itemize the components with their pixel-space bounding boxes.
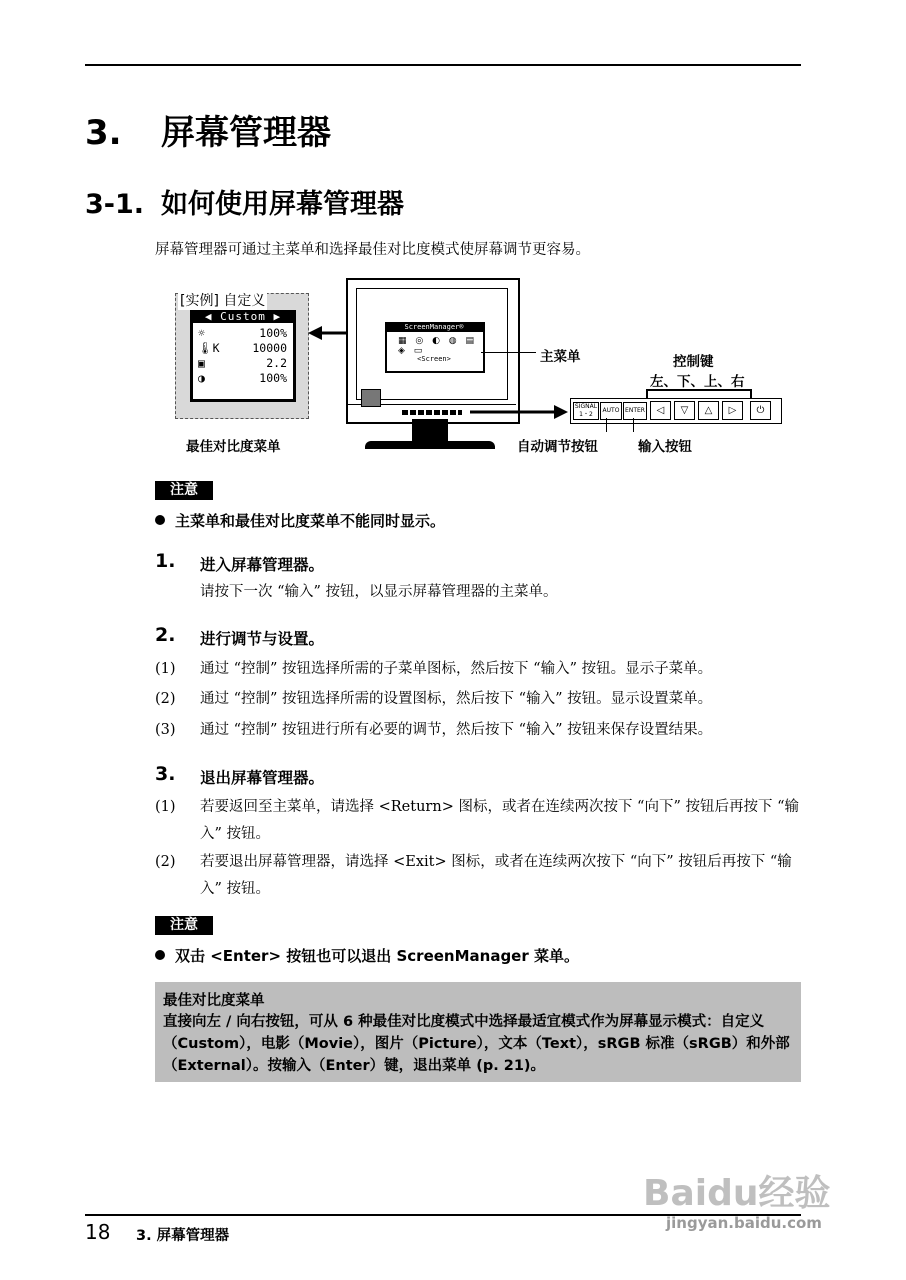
section-heading <box>85 182 404 221</box>
finecontrast-mode-header: ◀ Custom ▶ <box>190 310 296 323</box>
page-number: 18 <box>85 1220 111 1244</box>
control-keys-label: 控制键 <box>673 354 714 370</box>
info-box-title: 最佳对比度菜单 <box>163 993 265 1009</box>
step-2-title: 进行调节与设置。 <box>200 630 325 648</box>
step-2-1-text: 通过 “控制” 按钮选择所需的子菜单图标，然后按下 “输入” 按钮。显示子菜单。 <box>200 661 713 677</box>
signal-button[interactable]: SIGNAL 1・2 <box>574 403 598 418</box>
panel-arrow <box>470 405 570 419</box>
temperature-value: 10000 <box>252 341 287 355</box>
footer-chapter: 3. 屏幕管理器 <box>136 1228 230 1244</box>
step-3-2-text: 若要退出屏幕管理器，请选择 <Exit> 图标，或者在连续两次按下 “向下” 按钮后再按下 “输入” 按钮。 <box>200 854 792 897</box>
up-button[interactable]: △ <box>698 401 719 420</box>
main-menu-pointer <box>481 352 536 353</box>
note-2 <box>155 945 579 966</box>
saturation-value: 100% <box>259 371 287 385</box>
saturation-icon: ◑ <box>198 371 205 385</box>
directions-label: 左、下、上、右 <box>650 374 745 390</box>
power-button[interactable]: ⏻ <box>750 401 771 420</box>
step-2-2-number: (2) <box>155 691 176 707</box>
step-1-text: 请按下一次 “输入” 按钮，以显示屏幕管理器的主菜单。 <box>200 584 558 600</box>
baidu-watermark-url: jingyan.baidu.com <box>666 1214 822 1232</box>
step-3-1-number: (1) <box>155 799 176 815</box>
enter-button-label: 输入按钮 <box>638 439 692 455</box>
intro-text: 屏幕管理器可通过主菜单和选择最佳对比度模式使屏幕调节更容易。 <box>155 242 590 258</box>
note-tag: 注意 <box>155 481 213 500</box>
step-2-number: 2. <box>155 624 176 646</box>
note-tag-2: 注意 <box>155 916 213 935</box>
right-button[interactable]: ▷ <box>722 401 743 420</box>
enter-pointer <box>633 418 634 432</box>
bullet-icon <box>155 515 165 525</box>
step-2-1-number: (1) <box>155 661 176 677</box>
step-3-1-text: 若要返回至主菜单，请选择 <Return> 图标，或者在连续两次按下 “向下” 按钮后再按下 “输入” 按钮。 <box>200 799 800 842</box>
main-menu-label: 主菜单 <box>540 349 581 365</box>
monitor-buttons-strip <box>402 410 462 415</box>
temperature-icon: 🌡K <box>198 341 220 355</box>
gamma-value: 2.2 <box>266 356 287 370</box>
down-button[interactable]: ▽ <box>674 401 695 420</box>
note-2-text: 双击 <Enter> 按钮也可以退出 ScreenManager 菜单。 <box>175 947 579 965</box>
auto-pointer <box>606 418 607 432</box>
section-number: 3-1. <box>85 189 145 220</box>
section-title: 如何使用屏幕管理器 <box>161 189 404 220</box>
step-3-number: 3. <box>155 763 176 785</box>
bullet-icon <box>155 950 165 960</box>
finecontrast-label: 最佳对比度菜单 <box>186 439 281 455</box>
baidu-watermark-logo: Baidu经验 <box>643 1173 831 1214</box>
auto-button[interactable]: AUTO <box>600 402 622 420</box>
screenmanager-title: ScreenManager® <box>385 322 483 332</box>
finecontrast-position-box <box>361 389 381 407</box>
left-button[interactable]: ◁ <box>650 401 671 420</box>
step-3-title: 退出屏幕管理器。 <box>200 769 325 787</box>
chapter-number: 3. <box>85 113 122 153</box>
chapter-heading <box>85 105 331 154</box>
step-1-title: 进入屏幕管理器。 <box>200 556 325 574</box>
menu-icons: ▦ ◎ ◐ ◍ ▤ ◈ ▭ <box>398 336 478 356</box>
info-box-body: 直接向左 / 向右按钮，可从 6 种最佳对比度模式中选择最适宜模式作为屏幕显示模式：自定义（Custom），电影（Movie），图片（Picture），文本（Text），sRGB 标准（sRGB）和外部（External）。按输入（Enter）键，退出菜单 (p. 21)。 <box>163 1014 790 1074</box>
finecontrast-mode-name: Custom <box>220 310 266 323</box>
top-rule <box>85 64 801 66</box>
finecontrast-example-title: [实例] 自定义 <box>178 290 267 310</box>
step-2-3-number: (3) <box>155 722 176 738</box>
brightness-icon: ☼ <box>198 326 205 340</box>
step-1-number: 1. <box>155 550 176 572</box>
auto-button-label: 自动调节按钮 <box>517 439 598 455</box>
note-1-text: 主菜单和最佳对比度菜单不能同时显示。 <box>175 512 446 530</box>
step-2-3-text: 通过 “控制” 按钮进行所有必要的调节，然后按下 “输入” 按钮来保存设置结果。 <box>200 722 713 738</box>
note-1 <box>155 510 445 531</box>
screenmanager-footer: <Screen> <box>417 355 451 363</box>
enter-button[interactable]: ENTER <box>623 402 647 420</box>
monitor-stand-base <box>365 441 495 449</box>
gamma-icon: ▣ <box>198 356 205 370</box>
step-3-2-number: (2) <box>155 854 176 870</box>
chapter-title: 屏幕管理器 <box>161 113 331 153</box>
brightness-value: 100% <box>259 326 287 340</box>
step-2-2-text: 通过 “控制” 按钮选择所需的设置图标，然后按下 “输入” 按钮。显示设置菜单。 <box>200 691 713 707</box>
